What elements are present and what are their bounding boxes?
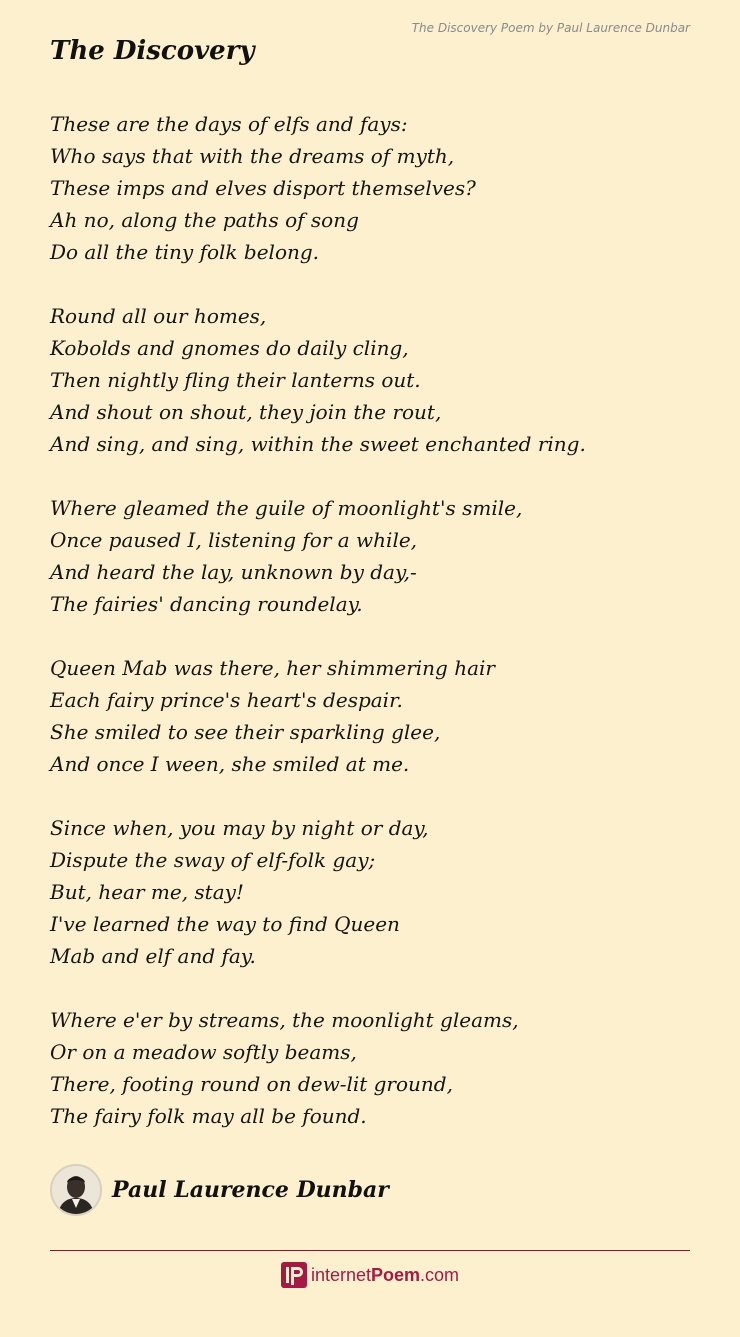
poem-line: Queen Mab was there, her shimmering hair [50,656,495,680]
brand-prefix: internet [310,1264,371,1285]
author-name[interactable]: Paul Laurence Dunbar [112,1177,389,1203]
stanza-4 [50,652,690,780]
poem-line: And shout on shout, they join the rout, [50,400,442,424]
internetpoem-logo-icon [281,1262,307,1288]
brand-suffix: .com [420,1264,460,1285]
poem-line: And heard the lay, unknown by day,- [50,560,417,584]
footer-divider [50,1250,690,1251]
poem-line: Then nightly fling their lanterns out. [50,368,421,392]
author-portrait-icon [52,1166,100,1214]
poem-line: The fairy folk may all be found. [50,1104,367,1128]
stanza-3 [50,492,690,620]
poem-line: Once paused I, listening for a while, [50,528,418,552]
poem-line: These are the days of elfs and fays: [50,112,408,136]
poem-line: And once I ween, she smiled at me. [50,752,410,776]
header-caption: The Discovery Poem by Paul Laurence Dunbar [411,21,690,35]
stanza-5 [50,812,690,972]
poem-line: Ah no, along the paths of song [50,208,359,232]
poem-body [50,108,690,1164]
poem-line: I've learned the way to find Queen [50,912,400,936]
poem-line: Round all our homes, [50,304,267,328]
author-avatar[interactable] [50,1164,102,1216]
poem-line: Each fairy prince's heart's despair. [50,688,403,712]
brand-main: Poem [371,1264,421,1285]
poem-line: Mab and elf and fay. [50,944,256,968]
poem-line: These imps and elves disport themselves? [50,176,476,200]
poem-line: Or on a meadow softly beams, [50,1040,357,1064]
poem-line: Since when, you may by night or day, [50,816,429,840]
stanza-2 [50,300,690,460]
author-row[interactable] [50,1164,389,1216]
poem-line: But, hear me, stay! [50,880,244,904]
poem-line: And sing, and sing, within the sweet enchanted ring. [50,432,586,456]
poem-line: Where e'er by streams, the moonlight gleams, [50,1008,519,1032]
poem-line: She smiled to see their sparkling glee, [50,720,441,744]
stanza-1 [50,108,690,268]
poem-line: Kobolds and gnomes do daily cling, [50,336,409,360]
stanza-6 [50,1004,690,1132]
brand-name[interactable] [311,1265,459,1286]
poem-line: Where gleamed the guile of moonlight's smile, [50,496,523,520]
poem-title: The Discovery [50,36,255,66]
poem-line: The fairies' dancing roundelay. [50,592,363,616]
poem-line: Who says that with the dreams of myth, [50,144,455,168]
poem-line: Dispute the sway of elf-folk gay; [50,848,376,872]
poem-line: There, footing round on dew-lit ground, [50,1072,453,1096]
brand-link[interactable] [0,1262,740,1288]
poem-line: Do all the tiny folk belong. [50,240,320,264]
